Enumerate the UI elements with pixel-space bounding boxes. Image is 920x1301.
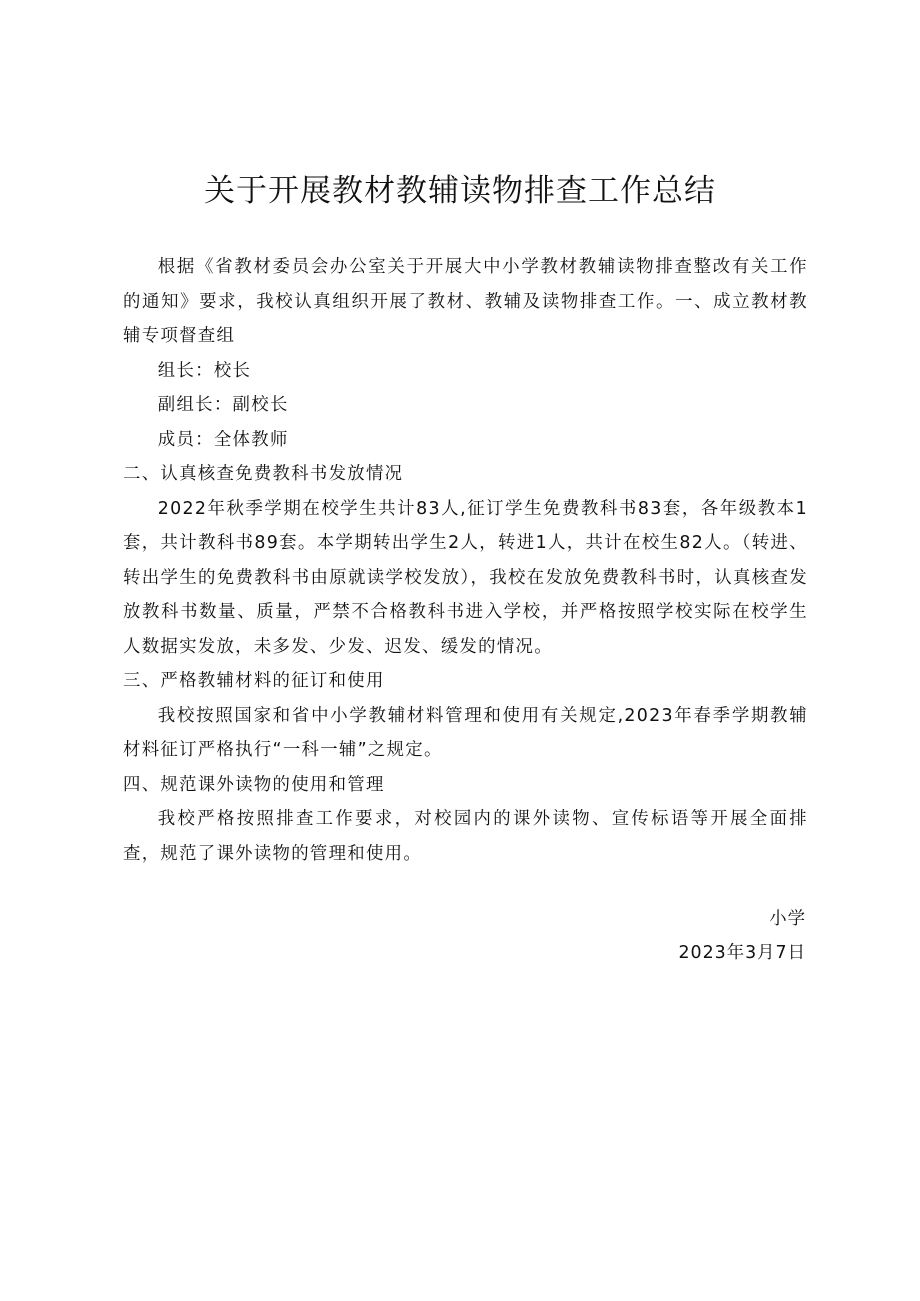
section-2-heading: 二、认真核查免费教科书发放情况 [123, 464, 404, 484]
section-4-paragraph: 我校严格按照排查工作要求，对校园内的课外读物、宣传标语等开展全面排查，规范了课外读物的管理和使用。 [123, 809, 808, 864]
section-3-paragraph: 我校按照国家和省中小学教辅材料管理和使用有关规定,2023年春季学期教辅材料征订严格执行“一科一辅”之规定。 [123, 705, 808, 760]
intro-paragraph: 根据《省教材委员会办公室关于开展大中小学教材教辅读物排查整改有关工作的通知》要求，我校认真组织开展了教材、教辅及读物排查工作。一、成立教材教辅专项督查组 [123, 257, 808, 346]
document-body [123, 250, 808, 871]
group-deputy-line: 副组长：副校长 [157, 395, 289, 415]
section-3-heading: 三、严格教辅材料的征订和使用 [123, 671, 385, 691]
signature-org: 小学 [769, 909, 806, 929]
document-title: 关于开展教材教辅读物排查工作总结 [204, 173, 716, 209]
section-4-heading: 四、规范课外读物的使用和管理 [123, 774, 385, 795]
signature-date: 2023年3月7日 [678, 943, 806, 963]
group-leader-line: 组长：校长 [157, 360, 252, 381]
section-2-paragraph: 2022年秋季学期在校学生共计83人,征订学生免费教科书83套，各年级教本1套，共计教科书89套。本学期转出学生2人，转进1人，共计在校生82人。（转进、转出学生的免费教科书由原就读学校发放），我校在发放免费教科书时，认真核查发放教科书数量、质量，严禁不合格教科书进入学校，并严格按照学校实际在校学生人数据实发放，未多发、少发、迟发、缓发的情况。 [123, 498, 808, 657]
signature-block [678, 902, 806, 970]
group-members-line: 成员：全体教师 [157, 429, 289, 450]
